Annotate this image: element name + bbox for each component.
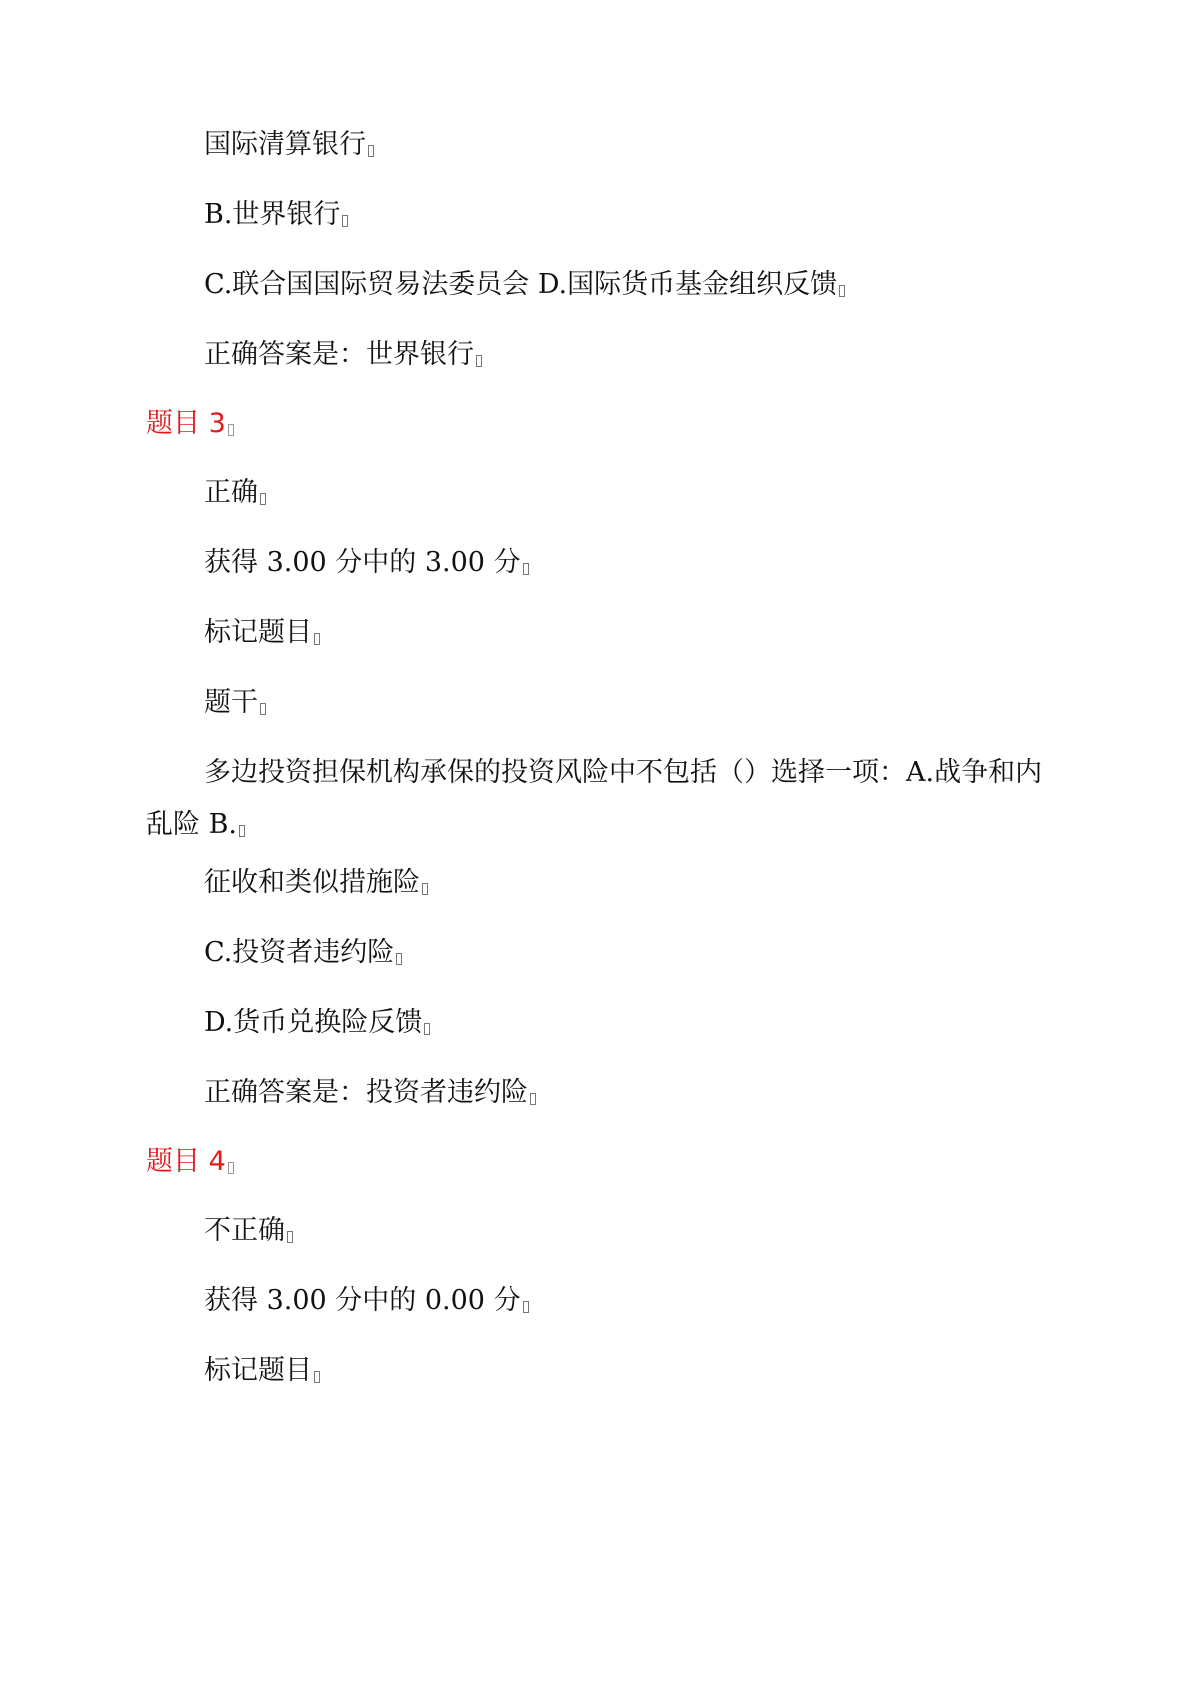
paragraph-mark-icon <box>228 424 234 436</box>
paragraph-mark-icon <box>839 285 845 297</box>
q3-stem-label: 题干 <box>204 686 266 720</box>
q3-correct-answer: 正确答案是：投资者违约险 <box>204 1076 536 1110</box>
paragraph-mark-icon <box>239 825 245 837</box>
paragraph-mark-icon <box>342 215 348 227</box>
paragraph-mark-icon <box>530 1093 536 1105</box>
paragraph-mark-icon <box>260 493 266 505</box>
q3-flag-question[interactable]: 标记题目 <box>204 616 320 650</box>
paragraph-mark-icon <box>396 953 402 965</box>
q2-options-cd-feedback: C.联合国国际贸易法委员会 D.国际货币基金组织反馈 <box>204 268 845 302</box>
paragraph-mark-icon <box>314 633 320 645</box>
paragraph-mark-icon <box>424 1023 430 1035</box>
paragraph-mark-icon <box>314 1371 320 1383</box>
paragraph-mark-icon <box>228 1162 234 1174</box>
q2-option-b: B.世界银行 <box>204 198 348 232</box>
q4-score: 获得 3.00 分中的 0.00 分 <box>204 1284 529 1318</box>
q4-flag-question[interactable]: 标记题目 <box>204 1354 320 1388</box>
q3-status: 正确 <box>204 476 266 510</box>
paragraph-mark-icon <box>368 145 374 157</box>
q3-option-d-feedback: D.货币兑换险反馈 <box>204 1006 430 1040</box>
paragraph-mark-icon <box>523 563 529 575</box>
paragraph-mark-icon <box>260 703 266 715</box>
q3-option-b: 征收和类似措施险 <box>204 866 428 900</box>
q4-status: 不正确 <box>204 1214 293 1248</box>
question-3-heading: 题目 3 <box>146 407 234 441</box>
question-4-heading: 题目 4 <box>146 1145 234 1179</box>
q3-option-c: C.投资者违约险 <box>204 936 402 970</box>
paragraph-mark-icon <box>476 355 482 367</box>
paragraph-mark-icon <box>287 1231 293 1243</box>
q2-option-a: 国际清算银行 <box>204 128 374 162</box>
paragraph-mark-icon <box>523 1301 529 1313</box>
q3-stem-text: 多边投资担保机构承保的投资风险中不包括（）选择一项：A.战争和内乱险 B. <box>146 757 1043 840</box>
q3-score: 获得 3.00 分中的 3.00 分 <box>204 546 529 580</box>
q2-correct-answer: 正确答案是：世界银行 <box>204 338 482 372</box>
paragraph-mark-icon <box>422 883 428 895</box>
